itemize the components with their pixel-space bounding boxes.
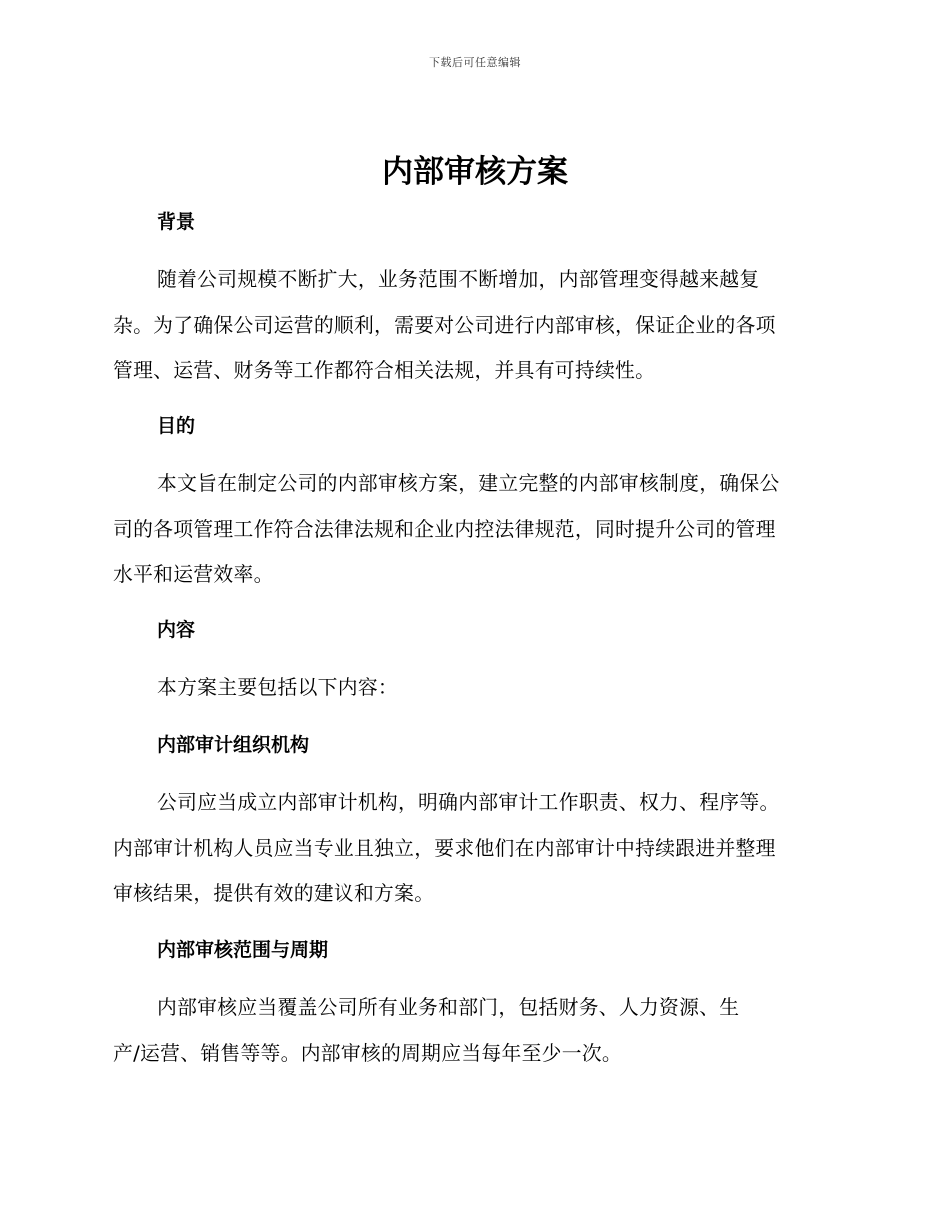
paragraph-line: 内部审核应当覆盖公司所有业务和部门，包括财务、人力资源、生 — [157, 996, 740, 1019]
paragraph-line: 内部审计机构人员应当专业且独立，要求他们在内部审计中持续跟进并整理 — [113, 836, 776, 860]
heading-background: 背景 — [157, 211, 196, 233]
document-title: 内部审核方案 — [382, 154, 568, 190]
paragraph-line: 本文旨在制定公司的内部审核方案，建立完整的内部审核制度，确保公 — [157, 472, 780, 495]
heading-purpose: 目的 — [157, 415, 196, 437]
paragraph-organization — [113, 780, 835, 917]
paragraph-content — [113, 665, 835, 711]
paragraph-background — [113, 257, 835, 394]
heading-scope: 内部审核范围与周期 — [157, 939, 329, 961]
paragraph-line: 本方案主要包括以下内容： — [157, 676, 398, 699]
paragraph-purpose — [113, 461, 835, 598]
heading-organization: 内部审计组织机构 — [157, 734, 310, 756]
paragraph-line: 审核结果，提供有效的建议和方案。 — [113, 882, 435, 905]
heading-content: 内容 — [157, 619, 196, 641]
paragraph-line: 司的各项管理工作符合法律法规和企业内控法律规范，同时提升公司的管理 — [113, 517, 776, 541]
header-note: 下载后可任意编辑 — [429, 56, 521, 69]
paragraph-scope — [113, 985, 835, 1076]
paragraph-line: 随着公司规模不断扩大，业务范围不断增加，内部管理变得越来越复 — [157, 268, 760, 291]
paragraph-line: 产/运营、销售等等。内部审核的周期应当每年至少一次。 — [113, 1041, 622, 1065]
paragraph-line: 管理、运营、财务等工作都符合相关法规，并具有可持续性。 — [113, 359, 656, 382]
paragraph-line: 水平和运营效率。 — [113, 563, 274, 586]
paragraph-line: 公司应当成立内部审计机构，明确内部审计工作职责、权力、程序等。 — [157, 791, 780, 814]
paragraph-line: 杂。为了确保公司运营的顺利，需要对公司进行内部审核，保证企业的各项 — [113, 313, 776, 337]
